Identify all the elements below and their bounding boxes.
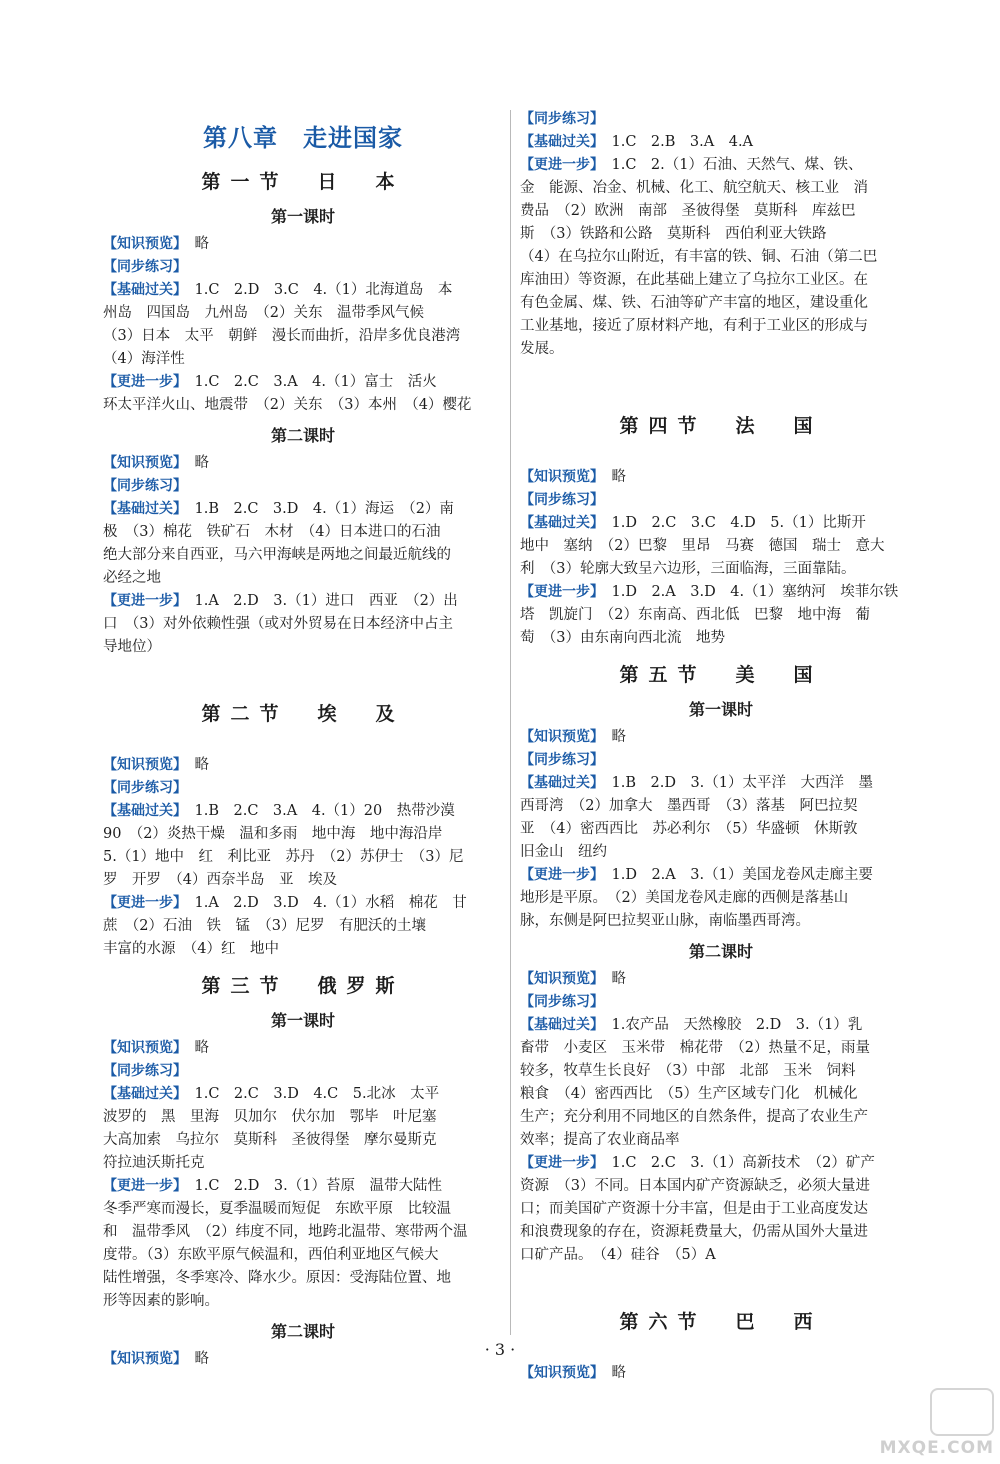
answer-line: 斯 （3）铁路和公路 莫斯科 西伯利亚大铁路 [520,226,827,242]
answer-line: 罗 开罗 （4）西奈半岛 亚 埃及 [103,872,337,888]
section-title-japan: 第一节 日 本 [201,171,405,193]
basic-tag: 【基础过关】 [520,515,597,531]
answer-line [103,475,503,498]
answer-line [520,991,922,1014]
answer-line: 和浪费现象的存在，资源耗费量大，仍需从国外大量进 [520,1224,868,1240]
basic-tag: 【基础过关】 [520,134,597,150]
advance-tag: 【更进一步】 [103,1178,180,1194]
answer-line: 生产；充分利用不同地区的自然条件，提高了农业生产 [520,1109,868,1125]
advance-tag: 【更进一步】 [520,867,597,883]
answer-line: 必经之地 [103,570,161,586]
preview-tag: 【知识预览】 [520,971,597,987]
answer-line: 冬季严寒而漫长，夏季温暖而短促 东欧平原 比较温 [103,1201,451,1217]
practice-tag: 【同步练习】 [103,259,187,275]
answer-line: 蔗 （2）石油 铁 锰 （3）尼罗 有肥沃的土壤 [103,918,426,934]
answer-line [520,108,922,131]
answer-line: 5.（1）地中 红 利比亚 苏丹 （2）苏伊士 （3）尼 [103,849,464,865]
advance-tag: 【更进一步】 [520,1155,597,1171]
advance-tag: 【更进一步】 [520,584,597,600]
lesson-title: 第二课时 [270,1322,335,1341]
answer-line: 州岛 四国岛 九州岛 （2）关东 温带季风气候 [103,305,424,321]
page-number: · 3 · [484,1340,516,1359]
answer-line: 和 温带季风 （2）纬度不同，地跨北温带、寒带两个温 [103,1224,468,1240]
answer-line: 波罗的 黑 里海 贝加尔 伏尔加 鄂毕 叶尼塞 [103,1109,437,1125]
answer-line [520,749,922,772]
answer-line: 口 （3）对外依赖性强（或对外贸易在日本经济中占主 [103,616,453,632]
answer-line: 【基础过关】 1.B 2.C 3.D 4.（1）海运 （2）南 [103,501,454,517]
advance-tag: 【更进一步】 [103,374,180,390]
answer-line: 90 （2）炎热干燥 温和多雨 地中海 地中海沿岸 [103,826,443,842]
answer-line: 【更进一步】 1.A 2.D 3.（1）进口 西亚 （2）出 [103,593,458,609]
answer-line: 西哥湾 （2）加拿大 墨西哥 （3）落基 阿巴拉契 [520,798,858,814]
answer-line: 【基础过关】 1.D 2.C 3.C 4.D 5.（1）比斯开 [520,515,866,531]
basic-tag: 【基础过关】 [520,1017,597,1033]
answer-line: 脉，东侧是阿巴拉契亚山脉，南临墨西哥湾。 [520,913,810,929]
answer-line: 效率；提高了农业商品率 [520,1132,680,1148]
answer-line: 萄 （3）由东南向西北流 地势 [520,630,725,646]
answer-line: 【更进一步】 1.A 2.D 3.D 4.（1）水稻 棉花 甘 [103,895,467,911]
answer-line: 地中 塞纳 （2）巴黎 里昂 马赛 德国 瑞士 意大 [520,538,885,554]
answer-line: 【知识预览】 略 [103,236,209,252]
section-title-egypt: 第二节 埃 及 [201,703,405,725]
answer-line: 【知识预览】 略 [103,1351,209,1367]
answer-line: 资源 （3）不同。日本国内矿产资源缺乏，必须大量进 [520,1178,870,1194]
answer-line: 陆性增强，冬季寒冷、降水少。原因：受海陆位置、地 [103,1270,451,1286]
right-column [520,108,922,1385]
practice-tag: 【同步练习】 [103,1063,187,1079]
answer-line: 【知识预览】 略 [520,469,626,485]
answer-line: 发展。 [520,341,564,357]
answer-line: 绝大部分来自西亚，马六甲海峡是两地之间最近航线的 [103,547,451,563]
answer-line: 【基础过关】 1.农产品 天然橡胶 2.D 3.（1）乳 [520,1017,863,1033]
answer-line: 【知识预览】 略 [103,757,209,773]
answer-line: 【更进一步】 1.C 2.C 3.（1）高新技术 （2）矿产 [520,1155,875,1171]
basic-tag: 【基础过关】 [103,501,180,517]
answer-line: 【更进一步】 1.D 2.A 3.D 4.（1）塞纳河 埃菲尔铁 [520,584,899,600]
preview-tag: 【知识预览】 [103,455,180,471]
advance-tag: 【更进一步】 [103,593,180,609]
preview-tag: 【知识预览】 [103,1351,180,1367]
answer-line: 口矿产品。 （4）硅谷 （5）A [520,1247,716,1263]
answer-line: 亚 （4）密西西比 苏必利尔 （5）华盛顿 休斯敦 [520,821,858,837]
preview-tag: 【知识预览】 [103,757,180,773]
practice-tag: 【同步练习】 [103,478,187,494]
answer-line: 利 （3）轮廓大致呈六边形，三面临海，三面靠陆。 [520,561,856,577]
lesson-title: 第一课时 [270,1011,335,1030]
answer-line [103,777,503,800]
watermark-logo [844,1388,994,1458]
answer-line: 【基础过关】 1.B 2.C 3.A 4.（1）20 热带沙漠 [103,803,455,819]
answer-line: 地形是平原。 （2）美国龙卷风走廊的西侧是落基山 [520,890,849,906]
answer-line: 丰富的水源 （4）红 地中 [103,941,279,957]
section-title-russia: 第三节 俄罗斯 [201,975,405,997]
section-title-usa: 第五节 美 国 [619,664,823,686]
section-title-france: 第四节 法 国 [619,415,823,437]
answer-line: 粮食 （4）密西西比 （5）生产区域专门化 机械化 [520,1086,858,1102]
advance-tag: 【更进一步】 [520,157,597,173]
basic-tag: 【基础过关】 [520,775,597,791]
answer-line: 塔 凯旋门 （2）东南高、西北低 巴黎 地中海 葡 [520,607,870,623]
answer-line: 大高加索 乌拉尔 莫斯科 圣彼得堡 摩尔曼斯克 [103,1132,437,1148]
answer-line [103,1060,503,1083]
preview-tag: 【知识预览】 [520,729,597,745]
answer-line: 形等因素的影响。 [103,1293,219,1309]
answer-line: 【知识预览】 略 [520,971,626,987]
answer-line: 【更进一步】 1.C 2.（1）石油、天然气、煤、铁、 [520,157,863,173]
lesson-title: 第一课时 [270,207,335,226]
answer-line [103,256,503,279]
preview-tag: 【知识预览】 [103,236,180,252]
section-title-brazil: 第六节 巴 西 [619,1311,823,1333]
left-column [103,108,503,1371]
preview-tag: 【知识预览】 [103,1040,180,1056]
answer-line: 【知识预览】 略 [103,1040,209,1056]
watermark-text: MXQE.COM [879,1438,994,1458]
answer-line: 【更进一步】 1.C 2.D 3.（1）苔原 温带大陆性 [103,1178,442,1194]
answer-line: 极 （3）棉花 铁矿石 木材 （4）日本进口的石油 [103,524,441,540]
answer-line: 【基础过关】 1.C 2.C 3.D 4.C 5.北冰 太平 [103,1086,440,1102]
lesson-title: 第二课时 [270,426,335,445]
column-divider [510,110,511,1335]
answer-line: 有色金属、煤、铁、石油等矿产丰富的地区，建设重化 [520,295,868,311]
answer-line: 工业基地，接近了原材料产地，有利于工业区的形成与 [520,318,868,334]
basic-tag: 【基础过关】 [103,1086,180,1102]
advance-tag: 【更进一步】 [103,895,180,911]
answer-line: 【基础过关】 1.B 2.D 3.（1）太平洋 大西洋 墨 [520,775,874,791]
answer-line: 【更进一步】 1.C 2.C 3.A 4.（1）富士 活火 [103,374,437,390]
answer-line: 库油田）等资源，在此基础上建立了乌拉尔工业区。在 [520,272,868,288]
basic-tag: 【基础过关】 [103,282,180,298]
chapter-title: 第八章 走进国家 [203,124,403,152]
answer-line: 度带。（3）东欧平原气候温和，西伯利亚地区气候大 [103,1247,439,1263]
practice-tag: 【同步练习】 [520,994,604,1010]
answer-line: 环太平洋火山、地震带 （2）关东 （3）本州 （4）樱花 [103,397,472,413]
answer-line: 【基础过关】 1.C 2.D 3.C 4.（1）北海道岛 本 [103,282,453,298]
lesson-title: 第二课时 [688,942,753,961]
practice-tag: 【同步练习】 [520,752,604,768]
answer-line: 【知识预览】 略 [520,1365,626,1381]
preview-tag: 【知识预览】 [520,1365,597,1381]
answer-line: 费品 （2）欧洲 南部 圣彼得堡 莫斯科 库兹巴 [520,203,856,219]
practice-tag: 【同步练习】 [103,780,187,796]
preview-tag: 【知识预览】 [520,469,597,485]
answer-line: 【基础过关】 1.C 2.B 3.A 4.A [520,134,754,150]
answer-line: 金 能源、冶金、机械、化工、航空航天、核工业 消 [520,180,868,196]
practice-tag: 【同步练习】 [520,111,604,127]
watermark-icon [930,1388,994,1436]
answer-line: 【知识预览】 略 [520,729,626,745]
answer-line: （3）日本 太平 朝鲜 漫长而曲折，沿岸多优良港湾 [103,328,461,344]
answer-line: 导地位） [103,639,161,655]
answer-line: 【知识预览】 略 [103,455,209,471]
answer-line [520,489,922,512]
answer-line: （4）海洋性 [103,351,185,367]
practice-tag: 【同步练习】 [520,492,604,508]
answer-line: 旧金山 纽约 [520,844,607,860]
lesson-title: 第一课时 [688,700,753,719]
answer-line: 畜带 小麦区 玉米带 棉花带 （2）热量不足，雨量 [520,1040,870,1056]
basic-tag: 【基础过关】 [103,803,180,819]
answer-line: （4）在乌拉尔山附近，有丰富的铁、铜、石油（第二巴 [520,249,878,265]
answer-line: 符拉迪沃斯托克 [103,1155,205,1171]
answer-line: 较多，牧草生长良好 （3）中部 北部 玉米 饲料 [520,1063,856,1079]
answer-line: 口；而美国矿产资源十分丰富，但是由于工业高度发达 [520,1201,868,1217]
answer-line: 【更进一步】 1.D 2.A 3.（1）美国龙卷风走廊主要 [520,867,873,883]
